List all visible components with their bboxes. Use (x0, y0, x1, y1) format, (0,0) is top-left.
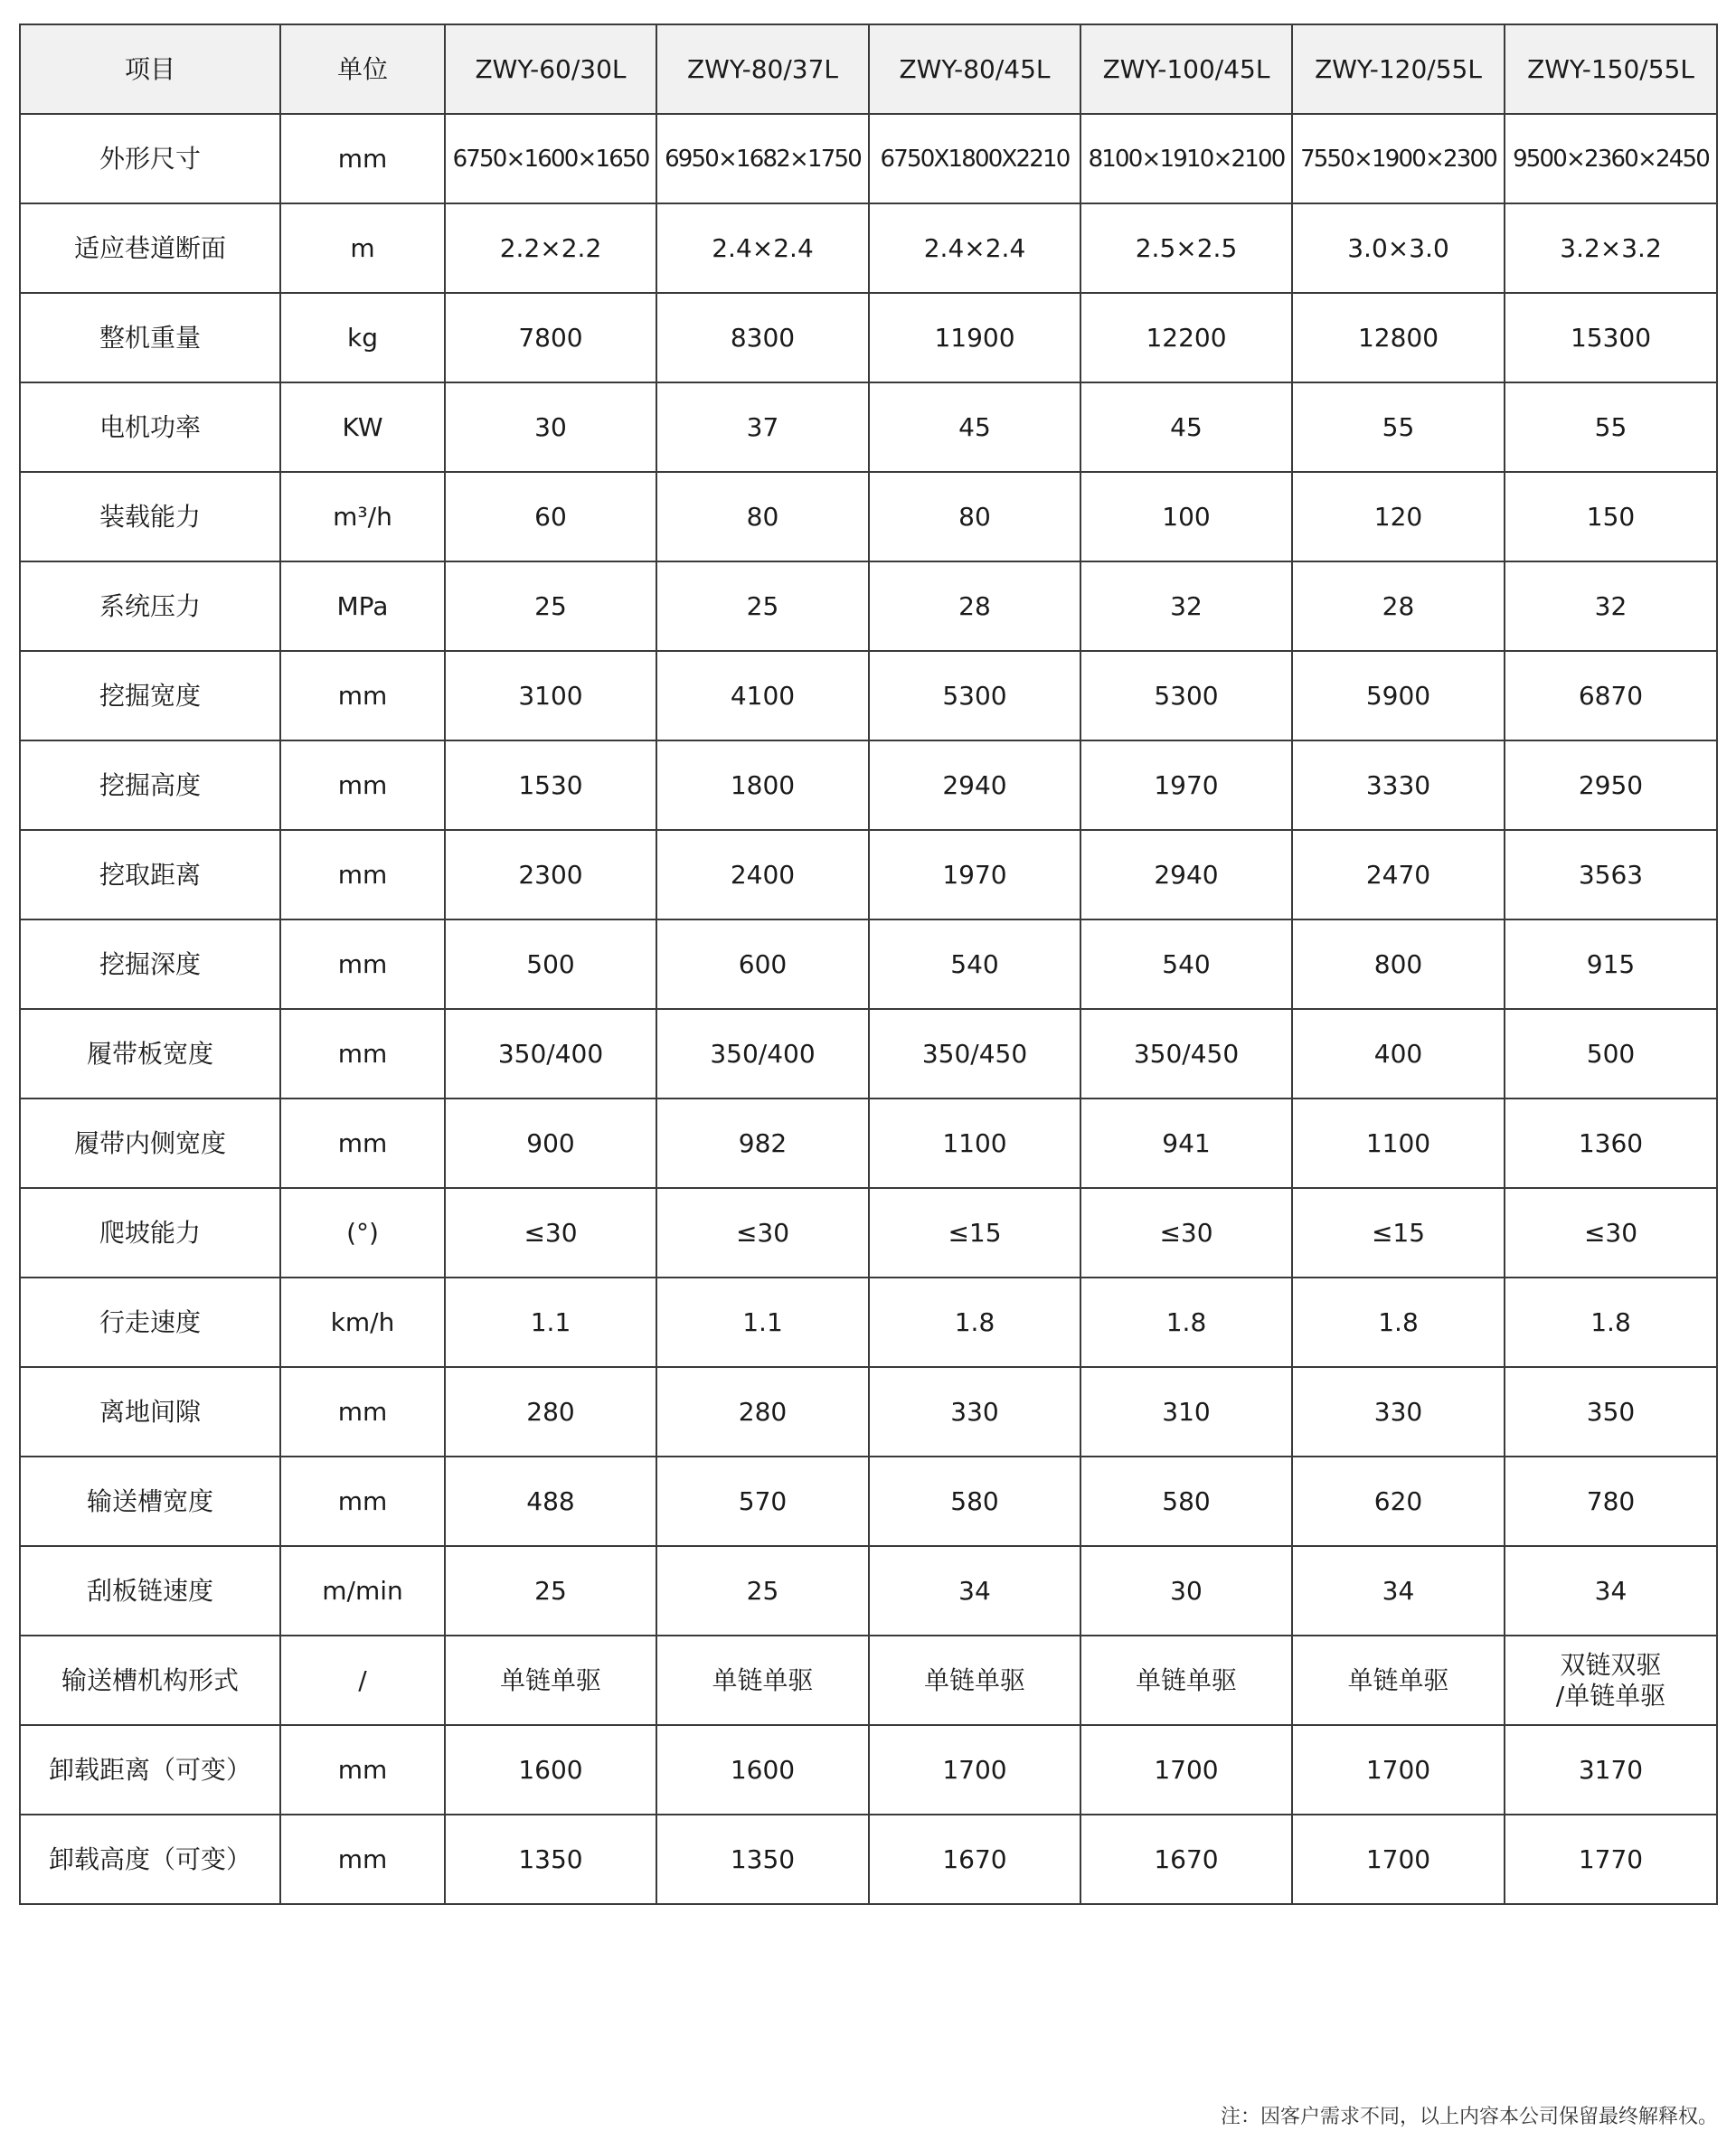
header-item: 项目 (20, 24, 280, 114)
table-cell: 2.5×2.5 (1080, 203, 1292, 293)
table-cell: 3563 (1505, 830, 1717, 919)
table-cell: 1700 (1080, 1725, 1292, 1815)
header-model: ZWY-60/30L (445, 24, 656, 114)
row-label: 输送槽机构形式 (20, 1636, 280, 1725)
table-cell: 单链单驱 (445, 1636, 656, 1725)
table-cell: 540 (1080, 919, 1292, 1009)
table-row (20, 382, 1717, 472)
table-cell: ≤15 (1292, 1188, 1505, 1278)
table-cell: 12800 (1292, 293, 1505, 382)
table-cell: 120 (1292, 472, 1505, 561)
table-cell: 3170 (1505, 1725, 1717, 1815)
table-cell: 9500×2360×2450 (1505, 114, 1717, 203)
table-cell: ≤15 (869, 1188, 1080, 1278)
table-cell: 900 (445, 1099, 656, 1188)
table-cell: 单链单驱 (869, 1636, 1080, 1725)
table-cell: 100 (1080, 472, 1292, 561)
table-cell: 8300 (656, 293, 869, 382)
table-header-row (20, 24, 1717, 114)
row-unit: mm (280, 830, 445, 919)
row-label: 系统压力 (20, 561, 280, 651)
row-unit: mm (280, 1457, 445, 1546)
table-cell: 2470 (1292, 830, 1505, 919)
table-cell: 2300 (445, 830, 656, 919)
table-cell: 350/450 (1080, 1009, 1292, 1099)
table-cell: 28 (1292, 561, 1505, 651)
row-unit: m³/h (280, 472, 445, 561)
table-cell: 982 (656, 1099, 869, 1188)
table-cell: 34 (1505, 1546, 1717, 1636)
row-label: 挖掘宽度 (20, 651, 280, 740)
header-model: ZWY-80/45L (869, 24, 1080, 114)
table-row (20, 1636, 1717, 1725)
table-cell: 2400 (656, 830, 869, 919)
row-label: 离地间隙 (20, 1367, 280, 1457)
table-cell: 3100 (445, 651, 656, 740)
table-row (20, 919, 1717, 1009)
table-cell: 6750×1600×1650 (445, 114, 656, 203)
table-cell: 1350 (445, 1815, 656, 1904)
table-cell: 55 (1505, 382, 1717, 472)
table-cell: 1700 (1292, 1815, 1505, 1904)
table-cell: 570 (656, 1457, 869, 1546)
table-cell: 1600 (656, 1725, 869, 1815)
table-cell: 11900 (869, 293, 1080, 382)
row-unit: mm (280, 651, 445, 740)
table-cell: 150 (1505, 472, 1717, 561)
row-label: 履带内侧宽度 (20, 1099, 280, 1188)
table-cell: 25 (656, 561, 869, 651)
table-row (20, 293, 1717, 382)
header-unit: 单位 (280, 24, 445, 114)
table-cell: 单链单驱 (656, 1636, 869, 1725)
table-row (20, 740, 1717, 830)
table-cell: 580 (869, 1457, 1080, 1546)
row-unit: mm (280, 1725, 445, 1815)
row-unit: mm (280, 1099, 445, 1188)
row-unit: mm (280, 919, 445, 1009)
table-cell: 45 (1080, 382, 1292, 472)
table-cell: 8100×1910×2100 (1080, 114, 1292, 203)
row-label: 挖掘深度 (20, 919, 280, 1009)
header-model: ZWY-150/55L (1505, 24, 1717, 114)
row-label: 履带板宽度 (20, 1009, 280, 1099)
row-label: 挖掘高度 (20, 740, 280, 830)
table-row (20, 651, 1717, 740)
spec-table-body (20, 24, 1717, 1904)
table-row (20, 561, 1717, 651)
table-cell: 1700 (1292, 1725, 1505, 1815)
table-cell: 1.8 (1292, 1278, 1505, 1367)
table-cell: 25 (656, 1546, 869, 1636)
row-unit: mm (280, 1009, 445, 1099)
table-cell: 2.4×2.4 (656, 203, 869, 293)
table-cell: 80 (869, 472, 1080, 561)
spec-table (19, 24, 1718, 1905)
table-row (20, 1457, 1717, 1546)
cell-line: /单链单驱 (1555, 1680, 1666, 1711)
table-cell: 55 (1292, 382, 1505, 472)
row-label: 整机重量 (20, 293, 280, 382)
table-row (20, 1815, 1717, 1904)
row-label: 适应巷道断面 (20, 203, 280, 293)
row-label: 行走速度 (20, 1278, 280, 1367)
table-cell: 34 (869, 1546, 1080, 1636)
table-cell: 350/400 (445, 1009, 656, 1099)
table-cell: 1360 (1505, 1099, 1717, 1188)
table-row (20, 114, 1717, 203)
table-cell: 45 (869, 382, 1080, 472)
table-cell: 941 (1080, 1099, 1292, 1188)
table-cell: 1530 (445, 740, 656, 830)
footnote: 注：因客户需求不同，以上内容本公司保留最终解释权。 (1220, 2106, 1718, 2128)
table-cell: ≤30 (1505, 1188, 1717, 1278)
table-cell: 1670 (1080, 1815, 1292, 1904)
row-unit: mm (280, 1367, 445, 1457)
table-cell: 28 (869, 561, 1080, 651)
row-unit: m/min (280, 1546, 445, 1636)
table-row (20, 830, 1717, 919)
table-row (20, 1278, 1717, 1367)
row-label: 挖取距离 (20, 830, 280, 919)
table-row (20, 1009, 1717, 1099)
row-label: 输送槽宽度 (20, 1457, 280, 1546)
table-cell: 6950×1682×1750 (656, 114, 869, 203)
table-cell: 6750X1800X2210 (869, 114, 1080, 203)
table-row (20, 1367, 1717, 1457)
table-cell: 500 (445, 919, 656, 1009)
row-unit: m (280, 203, 445, 293)
table-cell: 488 (445, 1457, 656, 1546)
row-unit: MPa (280, 561, 445, 651)
table-cell: 1700 (869, 1725, 1080, 1815)
table-cell: 350/400 (656, 1009, 869, 1099)
header-model: ZWY-80/37L (656, 24, 869, 114)
table-row (20, 1546, 1717, 1636)
row-label: 装载能力 (20, 472, 280, 561)
row-label: 刮板链速度 (20, 1546, 280, 1636)
table-cell: 25 (445, 561, 656, 651)
table-cell: 60 (445, 472, 656, 561)
table-cell: 单链单驱 (1292, 1636, 1505, 1725)
table-cell: ≤30 (445, 1188, 656, 1278)
row-unit: mm (280, 114, 445, 203)
table-cell: 32 (1505, 561, 1717, 651)
table-cell: 32 (1080, 561, 1292, 651)
table-cell: 350/450 (869, 1009, 1080, 1099)
table-cell: ≤30 (656, 1188, 869, 1278)
table-cell: 310 (1080, 1367, 1292, 1457)
table-cell: 1970 (1080, 740, 1292, 830)
table-cell: 5300 (1080, 651, 1292, 740)
row-unit: kg (280, 293, 445, 382)
table-cell: 350 (1505, 1367, 1717, 1457)
table-cell: 1.1 (445, 1278, 656, 1367)
table-cell: 37 (656, 382, 869, 472)
table-cell (1505, 1636, 1717, 1725)
row-label: 卸载距离（可变） (20, 1725, 280, 1815)
table-cell: 34 (1292, 1546, 1505, 1636)
table-cell: 280 (445, 1367, 656, 1457)
table-cell: 400 (1292, 1009, 1505, 1099)
row-label: 外形尺寸 (20, 114, 280, 203)
table-cell: 330 (1292, 1367, 1505, 1457)
table-cell: 1350 (656, 1815, 869, 1904)
table-cell: 80 (656, 472, 869, 561)
table-cell: 1.8 (1505, 1278, 1717, 1367)
table-cell: 1600 (445, 1725, 656, 1815)
table-cell: 1100 (869, 1099, 1080, 1188)
table-cell: 25 (445, 1546, 656, 1636)
table-cell: 4100 (656, 651, 869, 740)
row-unit: mm (280, 1815, 445, 1904)
table-cell: 1970 (869, 830, 1080, 919)
table-cell: 2940 (1080, 830, 1292, 919)
table-cell: 540 (869, 919, 1080, 1009)
table-cell: 1.8 (869, 1278, 1080, 1367)
table-cell: 915 (1505, 919, 1717, 1009)
header-model: ZWY-120/55L (1292, 24, 1505, 114)
row-unit: (°) (280, 1188, 445, 1278)
table-cell: 600 (656, 919, 869, 1009)
table-cell: 800 (1292, 919, 1505, 1009)
table-cell: ≤30 (1080, 1188, 1292, 1278)
table-cell: 5300 (869, 651, 1080, 740)
cell-line: 双链双驱 (1560, 1649, 1662, 1680)
table-cell: 12200 (1080, 293, 1292, 382)
table-cell: 280 (656, 1367, 869, 1457)
table-cell: 1.1 (656, 1278, 869, 1367)
table-cell: 1670 (869, 1815, 1080, 1904)
row-label: 电机功率 (20, 382, 280, 472)
table-cell: 1100 (1292, 1099, 1505, 1188)
header-model: ZWY-100/45L (1080, 24, 1292, 114)
table-cell: 7550×1900×2300 (1292, 114, 1505, 203)
table-cell: 6870 (1505, 651, 1717, 740)
table-cell: 3.2×3.2 (1505, 203, 1717, 293)
table-row (20, 472, 1717, 561)
table-cell: 330 (869, 1367, 1080, 1457)
table-cell: 1.8 (1080, 1278, 1292, 1367)
table-cell: 620 (1292, 1457, 1505, 1546)
table-cell: 780 (1505, 1457, 1717, 1546)
table-cell: 30 (445, 382, 656, 472)
table-cell: 1800 (656, 740, 869, 830)
table-cell: 500 (1505, 1009, 1717, 1099)
table-row (20, 203, 1717, 293)
row-label: 爬坡能力 (20, 1188, 280, 1278)
table-cell: 5900 (1292, 651, 1505, 740)
table-cell: 2.4×2.4 (869, 203, 1080, 293)
table-cell: 单链单驱 (1080, 1636, 1292, 1725)
table-cell: 580 (1080, 1457, 1292, 1546)
table-row (20, 1725, 1717, 1815)
row-label: 卸载高度（可变） (20, 1815, 280, 1904)
row-unit: mm (280, 740, 445, 830)
table-cell: 2940 (869, 740, 1080, 830)
table-row (20, 1099, 1717, 1188)
table-cell: 7800 (445, 293, 656, 382)
table-cell: 3.0×3.0 (1292, 203, 1505, 293)
table-cell: 2950 (1505, 740, 1717, 830)
row-unit: KW (280, 382, 445, 472)
table-cell: 2.2×2.2 (445, 203, 656, 293)
row-unit: km/h (280, 1278, 445, 1367)
table-cell: 3330 (1292, 740, 1505, 830)
table-row (20, 1188, 1717, 1278)
table-cell: 1770 (1505, 1815, 1717, 1904)
table-cell: 15300 (1505, 293, 1717, 382)
row-unit: / (280, 1636, 445, 1725)
table-cell: 30 (1080, 1546, 1292, 1636)
